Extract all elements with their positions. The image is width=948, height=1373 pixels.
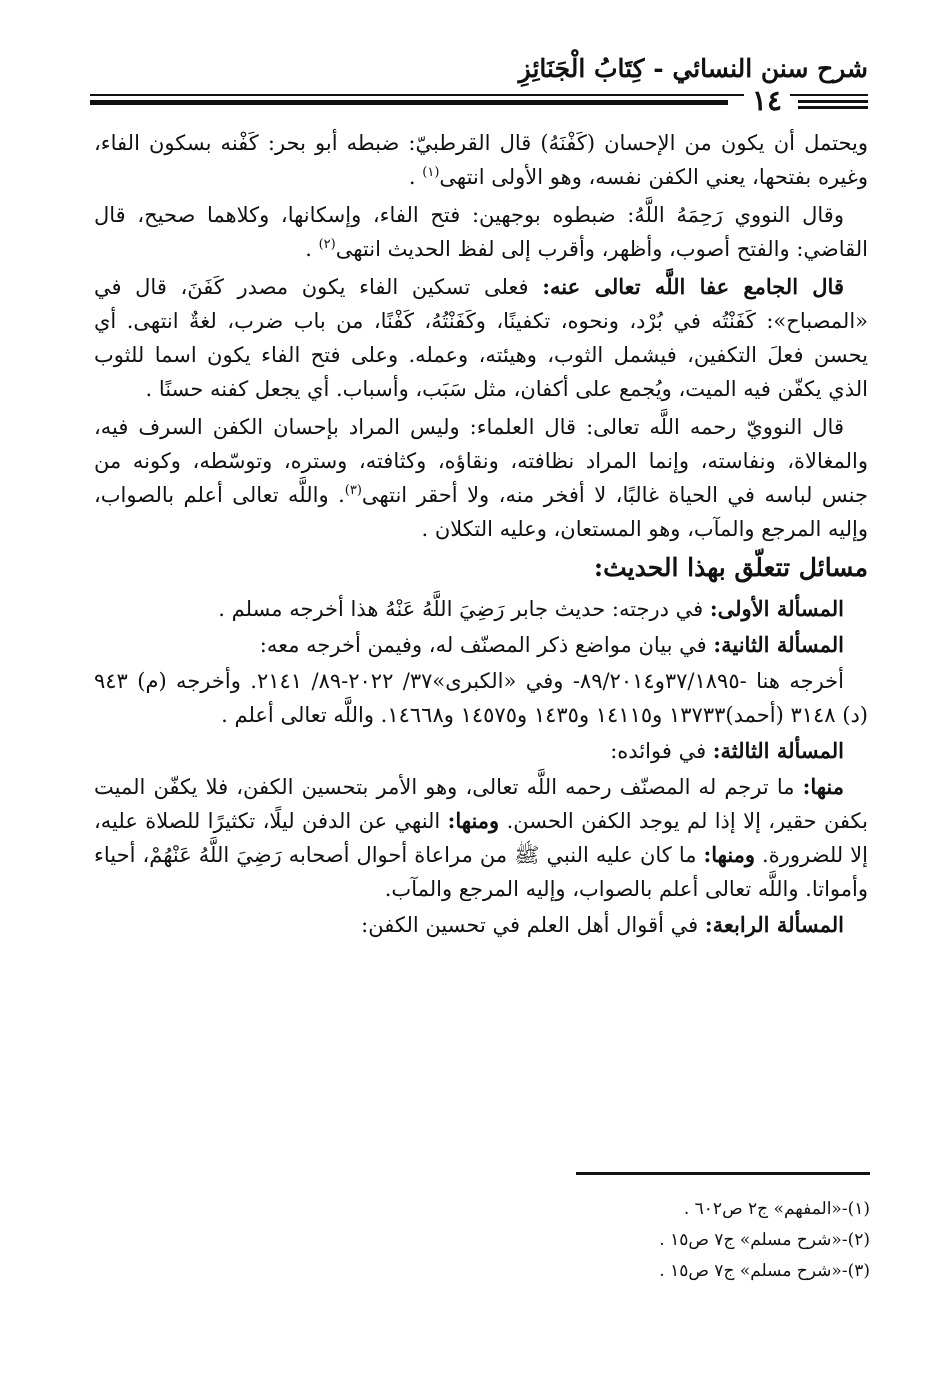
issue-3-text: في فوائده: [610,739,713,763]
header-rule-double-bottom [798,106,868,109]
footnote-3: (٣)-«شرح مسلم» ج٧ ص١٥ . [659,1261,870,1281]
paragraph-4-end: . واللَّه تعالى أعلم بالصواب، وإليه المرجع والمآب، وهو المستعان، وعليه التكلان . [94,483,868,541]
paragraph-4 [94,410,868,546]
benefit-3-text: ما كان عليه النبي ﷺ من مراعاة أحوال أصحابه رَضِيَ اللَّهُ عَنْهُمْ، أحياء وأمواتا. واللَّه تعالى أعلم بالصواب، وإليه المرجع والمآب. [94,843,868,901]
issue-4-label: المسألة الرابعة: [704,912,844,937]
paragraph-1-text: ويحتمل أن يكون من الإحسان (كَفْنَهُ) قال القرطبيّ: ضبطه أبو بحر: كَفْنه بسكون الفاء، وغيره بفتحها، يعني الكفن نفسه، وهو الأولى انتهى [94,131,868,189]
footnote-separator [576,1172,870,1175]
footnote-ref-3: (٣) [344,483,362,498]
header-rule-double-top [798,100,868,103]
footnote-1: (١)-«المفهم» ج٢ ص٦٠٢ . [683,1199,870,1219]
paragraph-4-text: قال النوويّ رحمه اللَّه تعالى: قال العلماء: وليس المراد بإحسان الكفن السرف فيه، والمغالاة، ونفاسته، وإنما المراد نظافته، ونقاؤه، وكثافته، وستره، وتوسّطه، وكونه من جنس لباسه في الحياة غالبًا، لا أفخر منه، ولا أحقر انتهى [94,415,868,507]
paragraph-2-text: وقال النووي رَحِمَهُ اللَّهُ: ضبطوه بوجهين: فتح الفاء، وإسكانها، وكلاهما صحيح، قال القاضي: والفتح أصوب، وأظهر، وأقرب إلى لفظ الحديث انتهى [94,203,868,261]
paragraph-1 [94,126,868,194]
page-number: ١٤ [744,84,790,118]
issue-3 [94,734,868,768]
running-header [90,54,868,117]
benefit-3-label: ومنها: [703,842,756,867]
header-title: شرح سنن النسائي - كِتَابُ الْجَنَائِزِ [518,54,868,83]
takhrij-paragraph: أخرجه هنا -٣٧/١٨٩٥و٨٩/٢٠١٤- وفي «الكبرى»٣٧/ ٢٠٢٢-٨٩/ ٢١٤١. وأخرجه (م) ٩٤٣ (د) ٣١٤٨ (أحمد)١٣٧٣٣ و١٤١١٥ و١٤٣٥ و١٤٥٧٥ و١٤٦٦٨. واللَّه تعالى أعلم . [94,669,868,727]
paragraph-3-text: فعلى تسكين الفاء يكون مصدر كَفَنَ، قال في «المصباح»: كَفَنْتُه في بُرْد، ونحوه، تكفينًا، وكَفَنْتُهُ، كَفْنًا، من باب ضرب، لغةٌ انتهى. أي يحسن فعلَ التكفين، فيشمل الثوب، وهيئته، وعمله. وعلى فتح الفاء يكون اسما للثوب الذي يكفّن فيه الميت، ويُجمع على أكفان، مثل سَبَب، وأسباب. أي يجعل كفنه حسنًا . [94,275,868,401]
issue-1 [94,592,868,626]
paragraph-2-end: . [305,237,319,261]
footnotes [270,1194,870,1287]
paragraph-3 [94,270,868,406]
page-body [94,126,868,944]
benefit-1-text: ما ترجم له المصنّف رحمه اللَّه تعالى، وهو الأمر بتحسين الكفن، فلا يكفّن الميت بكفن حقير، إلا إذا لم يوجد الكفن الحسن. [94,775,868,833]
header-rule-thick [90,100,728,105]
issue-1-text: في درجته: حديث جابر رَضِيَ اللَّهُ عَنْهُ هذا أخرجه مسلم . [218,597,710,621]
benefit-1-label: منها: [802,774,844,799]
benefits-paragraph [94,770,868,906]
issue-2-text: في بيان مواضع ذكر المصنّف له، وفيمن أخرجه معه: [259,633,714,657]
compiler-note-label: قال الجامع عفا اللَّه تعالى عنه: [542,274,844,299]
footnote-2: (٢)-«شرح مسلم» ج٧ ص١٥ . [659,1230,870,1250]
issue-1-label: المسألة الأولى: [709,596,844,621]
benefit-2-text: النهي عن الدفن ليلًا، تكثيرًا للصلاة عليه، إلا للضرورة. [94,809,868,867]
issue-2-label: المسألة الثانية: [713,632,844,657]
benefit-2-label: ومنها: [447,808,500,833]
issue-2 [94,628,868,662]
issue-3-label: المسألة الثالثة: [712,738,844,763]
section-heading: مسائل تتعلّق بهذا الحديث: [593,553,868,582]
issue-4-text: في أقوال أهل العلم في تحسين الكفن: [361,913,705,937]
issue-4 [94,908,868,942]
footnote-ref-1: (١) [422,165,440,180]
paragraph-2 [94,198,868,266]
paragraph-1-end: . [408,165,423,189]
footnote-ref-2: (٢) [318,237,336,252]
